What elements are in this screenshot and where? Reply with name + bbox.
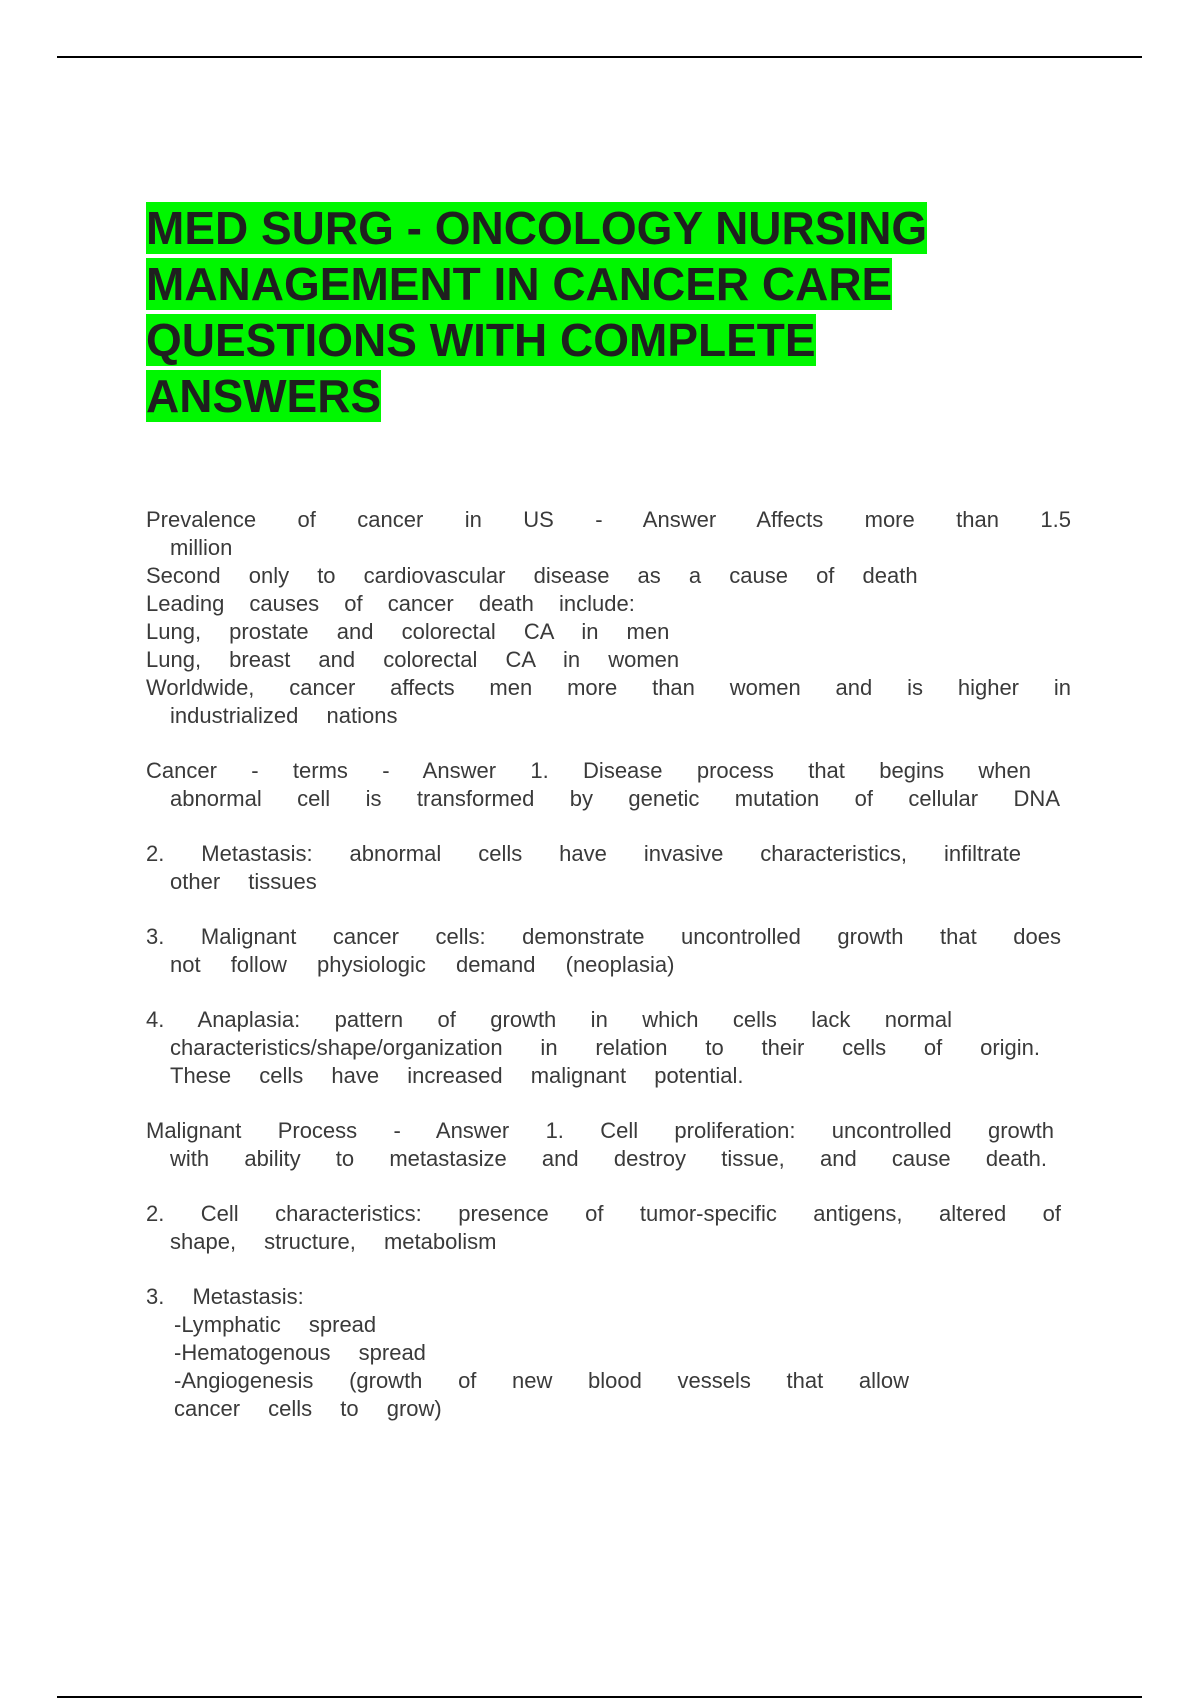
- text-line: characteristics/shape/organization in relation to their cells of origin.: [170, 1035, 1040, 1060]
- entry-metastasis: [146, 840, 1071, 896]
- text-line: 2. Cell characteristics: presence of tumor-specific antigens, altered of: [146, 1201, 1061, 1226]
- text-line: -Hematogenous spread: [174, 1340, 426, 1365]
- entry-metastasis-types: [146, 1283, 1071, 1423]
- entry-anaplasia: [146, 1006, 1071, 1090]
- title-line: ANSWERS: [146, 370, 382, 422]
- entry-malignant-process: [146, 1117, 1071, 1173]
- text-line: Leading causes of cancer death include:: [146, 591, 635, 616]
- text-line: not follow physiologic demand (neoplasia): [170, 952, 675, 977]
- text-line: Worldwide, cancer affects men more than women and is higher in: [146, 675, 1071, 700]
- title-line: QUESTIONS WITH COMPLETE: [146, 314, 816, 366]
- text-line: Second only to cardiovascular disease as a cause of death: [146, 563, 918, 588]
- entry-cell-characteristics: [146, 1200, 1071, 1256]
- document-body: [146, 506, 1071, 1450]
- text-line: 4. Anaplasia: pattern of growth in which cells lack normal: [146, 1007, 952, 1032]
- text-line: These cells have increased malignant potential.: [170, 1063, 744, 1088]
- text-line: industrialized nations: [170, 703, 398, 728]
- text-line: Malignant Process - Answer 1. Cell proliferation: uncontrolled growth: [146, 1118, 1054, 1143]
- text-line: million: [170, 535, 233, 560]
- title-line: MANAGEMENT IN CANCER CARE: [146, 258, 893, 310]
- text-line: with ability to metastasize and destroy tissue, and cause death.: [170, 1146, 1047, 1171]
- bottom-rule: [57, 1696, 1142, 1698]
- text-line: 3. Metastasis:: [146, 1284, 304, 1309]
- text-line: 2. Metastasis: abnormal cells have invasive characteristics, infiltrate: [146, 841, 1021, 866]
- text-line: Lung, breast and colorectal CA in women: [146, 647, 680, 672]
- document-title: [146, 200, 1046, 424]
- entry-malignant-cells: [146, 923, 1071, 979]
- text-line: -Lymphatic spread: [174, 1312, 377, 1337]
- entry-cancer-terms: [146, 757, 1071, 813]
- top-rule: [57, 56, 1142, 58]
- text-line: Lung, prostate and colorectal CA in men: [146, 619, 670, 644]
- entry-cancer-prevalence: [146, 506, 1071, 730]
- text-line: cancer cells to grow): [174, 1396, 442, 1421]
- text-line: 3. Malignant cancer cells: demonstrate uncontrolled growth that does: [146, 924, 1061, 949]
- text-line: abnormal cell is transformed by genetic mutation of cellular DNA: [170, 786, 1060, 811]
- title-line: MED SURG - ONCOLOGY NURSING: [146, 202, 928, 254]
- text-line: Prevalence of cancer in US - Answer Affects more than 1.5: [146, 507, 1071, 532]
- text-line: Cancer - terms - Answer 1. Disease process that begins when: [146, 758, 1031, 783]
- text-line: -Angiogenesis (growth of new blood vessels that allow: [174, 1368, 909, 1393]
- text-line: shape, structure, metabolism: [170, 1229, 497, 1254]
- text-line: other tissues: [170, 869, 317, 894]
